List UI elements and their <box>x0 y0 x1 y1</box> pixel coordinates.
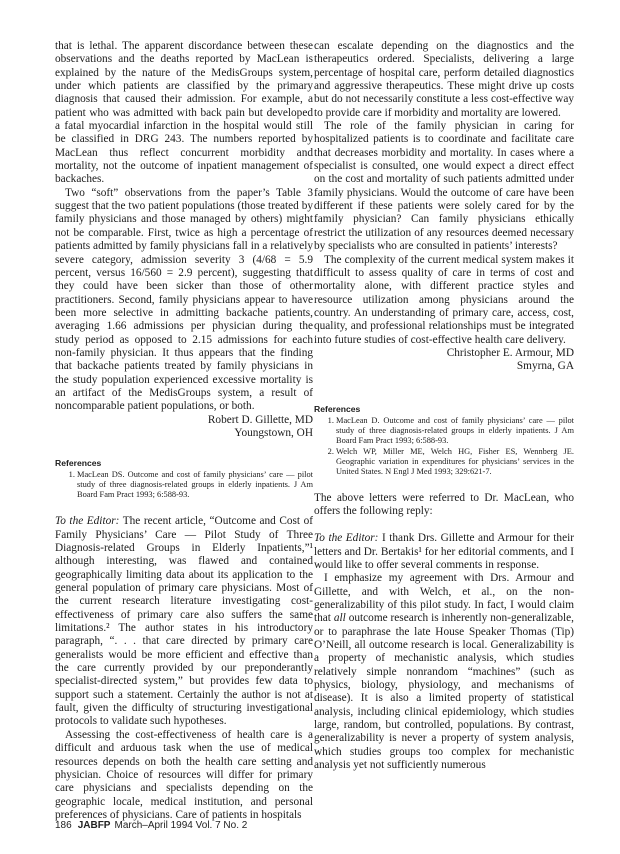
paragraph-text: I emphasize my agreement with Drs. Armour and Gillette, and with Welch, et al., on the non-generalizability of this pilot study. In fact, I would claim that <box>314 572 574 625</box>
references-heading: References <box>314 403 361 414</box>
paragraph: Two “soft” observations from the paper’s Table 3 suggest that the two patient populations (those treated by family physicians and those managed by others) might not be comparable. First, twice as high a percentage of patients admitted by family physicians fall in a relatively severe category, admission severity 3 (4/68 = 5.9 percent, versus 16/560 = 2.9 percent), suggesting that they could have been sicker than those of other practitioners. Second, family physicians appear to have been more selective in admitting backache patients, averaging 1.66 admissions per physician during the study period as opposed to 2.15 admissions for each non-family physician. It thus appears that the finding that backache patients treated by family physicians in the study population experienced excessive mortality is an artifact of the MedisGroups system, a result of noncomparable patient populations, or both. <box>55 186 313 413</box>
letter-paragraph <box>314 572 574 772</box>
salutation: To the Editor: <box>55 515 120 528</box>
reference-item: 1. MacLean DS. Outcome and cost of family physicians’ care — pilot study of three diagnosis-related groups in elderly inpatients. J Am Board Fam Pract 1993; 6:588-93. <box>77 470 313 500</box>
signature-location: Youngstown, OH <box>234 426 313 439</box>
emphasis: all <box>333 612 346 625</box>
right-column <box>314 40 574 772</box>
references-heading: References <box>55 458 102 469</box>
salutation: To the Editor: <box>314 532 379 545</box>
paragraph-text: outcome research is inherently non-generalizable, or to paraphrase the late House Speaker Thomas (Tip) O’Neill, all outcome research is local. Generalizability is a property of mechanistic analysis, which studies relatively simple nonrandom “machines” (such as physics, biology, physiology, and mechanisms of disease). It is also a limited property of statistical analysis, including clinical epidemiology, which studies large, random, but controlled, populations. By contrast, generalizability is never a property of system analysis, which studies groups too complex for mechanistic analysis yet not sufficiently numerous <box>314 612 574 772</box>
issue-info: March–April 1994 Vol. 7 No. 2 <box>114 820 248 831</box>
references-list <box>314 416 574 477</box>
paragraph: The role of the family physician in caring for hospitalized patients is to coordinate and facilitate care that decreases morbidity and mortality. In cases where a specialist is consulted, one would expect a direct effect on the cost and mortality of such patients admitted under family physicians. Would the outcome of care have been different if these patients were solely cared for by the family physician? Can family physicians ethically restrict the utilization of any resources deemed necessary by specialists who are consulted in patients’ interests? <box>314 120 574 253</box>
left-column <box>55 40 313 822</box>
paragraph: Assessing the cost-effectiveness of health care is a difficult and arduous task when the use of medical resources depends on both the health care setting and physician. Choice of resources will differ for primary care physicians and specialists depending on the geographic locale, medical institution, and personal preferences of physicians. Care of patients in hospitals <box>55 728 313 821</box>
paragraph-text: The recent article, “Outcome and Cost of Family Physicians’ Care — Pilot Study of Three Diagnosis-related Groups in Elderly Inpatients,”¹ although interesting, was flawed and contained geographically limiting data about its application to the general population of primary care physicians. Most of the current research literature investigating cost-effectiveness of primary care also suffers the same limitations.² The author states in his introductory paragraph, “. . . that care directed by primary care generalists would be more efficient and effective than the care currently provided by our preponderantly specialist-directed system,” but provides few data to support such a statement. Certainly the author is not at fault, given the difficulty of structuring investigational protocols to validate such hypotheses. <box>55 515 313 728</box>
paragraph: The complexity of the current medical system makes it difficult to assess quality of care in terms of cost and mortality alone, with different practice styles and resource utilization among physicians around the country. An understanding of primary care, access, cost, quality, and professional relationships must be integrated into future studies of cost-effective health care delivery. <box>314 253 574 346</box>
page-number: 186 <box>55 820 72 831</box>
references-list <box>55 470 313 500</box>
paragraph: can escalate depending on the diagnostics and the therapeutics ordered. Specialists, delivering a large percentage of hospital care, perform detailed diagnostics and aggressive therapeutics. These might drive up costs but do not necessarily constitute a less cost-effective way to provide care if morbidity and mortality are lowered. <box>314 40 574 119</box>
letter-paragraph <box>314 532 574 572</box>
signature-location: Smyrna, GA <box>516 360 574 373</box>
paragraph-text: I thank Drs. Gillette and Armour for their letters and Dr. Bertakis¹ for her editorial comments, and I would like to offer several comments in response. <box>314 532 574 571</box>
reference-item: 2. Welch WP, Miller ME, Welch HG, Fisher ES, Wennberg JE. Geographic variation in expenditures for physicians’ services in the United States. N Engl J Med 1993; 329:621-7. <box>336 447 574 477</box>
editor-note: The above letters were referred to Dr. MacLean, who offers the following reply: <box>314 491 574 517</box>
signature-name: Robert D. Gillette, MD <box>207 413 313 426</box>
reference-item: 1. MacLean D. Outcome and cost of family physicians’ care — pilot study of three diagnosis-related groups in elderly inpatients. J Am Board Fam Pract 1993; 6:588-93. <box>336 416 574 446</box>
signature-name: Christopher E. Armour, MD <box>446 346 574 359</box>
paragraph: that is lethal. The apparent discordance between these observations and the deaths reported by MacLean is explained by the nature of the MedisGroups system, under which patients are classified by the primary diagnosis that caused their admission. For example, a patient who was admitted with back pain but developed a fatal myocardial infarction in the hospital would still be classified in DRG 243. The numbers reported by MacLean thus reflect concurrent morbidity and mortality, not the outcome of inpatient management of backaches. <box>55 40 313 186</box>
letter-paragraph <box>55 515 313 729</box>
page-footer <box>55 820 247 831</box>
journal-abbrev: JABFP <box>77 820 111 831</box>
